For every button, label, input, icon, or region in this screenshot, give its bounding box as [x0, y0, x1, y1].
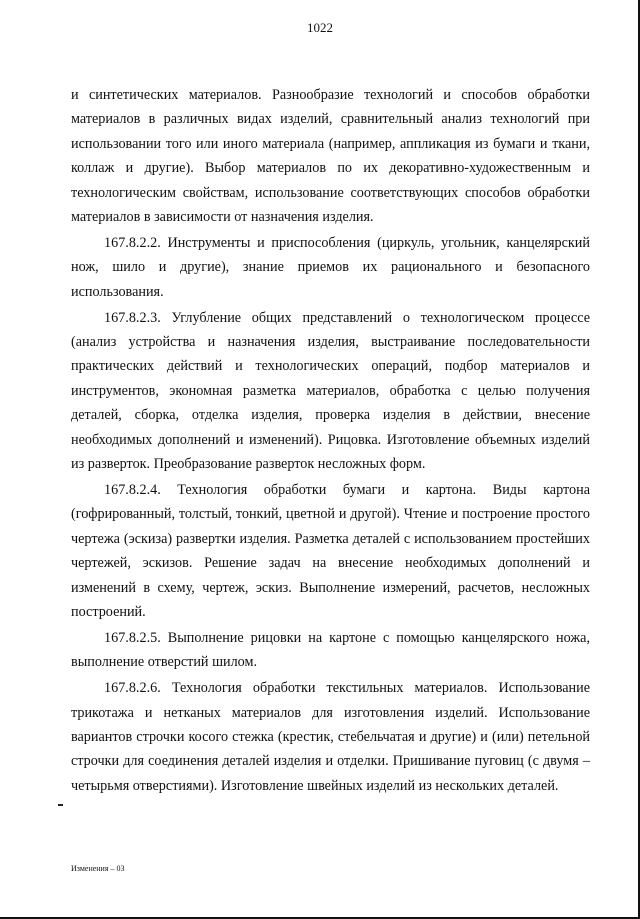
paragraph-167-8-2-2: 167.8.2.2. Инструменты и приспособления (циркуль, угольник, канцелярский нож, шило и другие), знание приемов их рационального и безопасного использования.: [71, 234, 590, 300]
paragraph-continuation: и синтетических материалов. Разнообразие технологий и способов обработки материалов в различных видах изделий, сравнительный анализ технологий при использовании того или иного материала (например, аппликация из бумаги и ткани, коллаж и другие). Выбор материалов по их декоративно-художественным и технологическим свойствам, использование соответствующих способов обработки материалов в зависимости от назначения изделия.: [71, 87, 590, 226]
document-body: [71, 83, 590, 800]
page-number: 1022: [307, 20, 333, 35]
paragraph-167-8-2-5: 167.8.2.5. Выполнение рицовки на картоне с помощью канцелярского ножа, выполнение отверстий шилом.: [71, 629, 590, 671]
paragraph-167-8-2-4: 167.8.2.4. Технология обработки бумаги и картона. Виды картона (гофрированный, толстый, тонкий, цветной и другой). Чтение и построение простого чертежа (эскиза) развертки изделия. Разметка деталей с использованием простейших чертежей, эскизов. Решение задач на внесение необходимых дополнений и изменений в схему, чертеж, эскиз. Выполнение измерений, расчетов, несложных построений.: [71, 482, 590, 621]
paragraph-167-8-2-3: 167.8.2.3. Углубление общих представлений о технологическом процессе (анализ устройства и назначения изделия, выстраивание последовательности практических действий и технологических операций, подбор материалов и инструментов, экономная разметка материалов, обработка с целью получения деталей, сборка, отделка изделия, проверка изделия в действии, внесение необходимых дополнений и изменений). Рицовка. Изготовление объемных изделий из разверток. Преобразование разверток несложных форм.: [71, 309, 590, 473]
paragraph-167-8-2-6: 167.8.2.6. Технология обработки текстильных материалов. Использование трикотажа и нетканых материалов для изготовления изделий. Использование вариантов строчки косого стежка (крестик, стебельчатая и другие) и (или) петельной строчки для соединения деталей изделия и отделки. Пришивание пуговиц (с двумя – четырьмя отверстиями). Изготовление швейных изделий из нескольких деталей.: [71, 680, 590, 794]
footer-revision: Изменения – 03: [71, 864, 125, 873]
margin-mark: [58, 804, 63, 806]
